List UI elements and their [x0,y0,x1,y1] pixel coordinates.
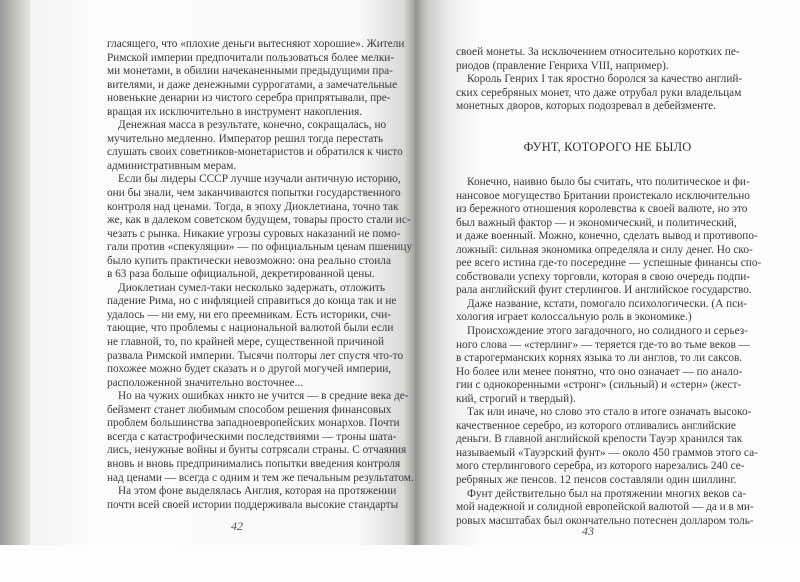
text-line: они бы знали, чем заканчиваются попытки государственного [107,187,401,200]
text-line: собствовали успеху торговли, которая в свою очередь подпи- [456,270,751,283]
text-line: Денежная масса в результате, конечно, сокращалась, но [118,119,387,132]
text-line: гласящего, что «плохие деньги вытесняют хорошие». Жители [107,38,405,50]
text-line: лись, ненужные войны и бунты сотрясали страны. С отчаяния [107,444,407,457]
text-line: новенькие денарии из чистого серебра припрятывали, пре- [107,92,391,105]
text-line: над ценами — всегда с одним и тем же печальным результатом. [107,471,414,484]
text-line: мой надежной и солидной европейской валютой — да и в ми- [456,501,754,514]
text-line: было купить практически невозможно: она реально стоила [107,254,391,267]
paragraph [456,297,748,325]
text-line: кий, строгий и твердый). [456,392,576,405]
text-line: ских серебряных монет, что даже отрубал руки владельцам [456,86,742,99]
text-line: Конечно, наивно было бы считать, что политическое и фи- [467,176,750,188]
text-line: гии с однокоренными «стронг» (сильный) и «стерн» (жест- [456,379,742,392]
text-line: ребряных же пенсов. 12 пенсов составляли один шиллинг. [456,474,737,487]
text-line: Фунт действительно был на протяжении многих веков са- [467,487,747,500]
paragraph [107,485,399,512]
text-line: рала английский фунт стерлингов. И английское государство. [456,284,752,297]
text-line: называемый «Тауэрский фунт» — около 450 граммов этого са- [456,446,758,459]
paragraph [107,119,403,173]
text-line: Если бы лидеры СССР лучше изучали античную историю, [118,173,401,186]
text-line: контроля над ценами. Тогда, в эпоху Диоклетиана, точно так [107,200,399,213]
right-page-text-top [456,46,743,114]
text-line: развала Римской империи. Тысячи полторы лет спустя что-то [107,349,404,362]
text-line: монетных дворов, которых подозревал в дебейзменте. [456,100,716,113]
scan-bottom-margin [0,545,800,582]
text-line: и даже военный. Можно, конечно, сделать вывод и противопо- [456,230,758,243]
text-line: Но более или менее понятно, что оно означает — по анало- [456,365,743,378]
text-line: вновь и вновь предпринимались попытки введения контроля [107,457,401,470]
page-number-left: 42 [231,519,243,533]
text-line: рее всего истина где-то посередине — успешные финансы спо- [456,257,762,270]
text-line: Но на чужих ошибках никто не учится — в средние века де- [118,390,409,403]
text-line: удалось — ни ему, ни его преемникам. Есть историки, счи- [107,308,392,321]
text-line: Даже название, кстати, помогало психологически. (А пси- [467,297,748,310]
text-line: нансовое могущество Британии проистекало исключительно [456,189,750,202]
text-line: бейзмент станет любимым способом решения финансовых [107,403,392,416]
text-line: расположенной значительно восточнее... [107,376,304,389]
paragraph [107,281,404,390]
right-page-text-main [456,176,762,528]
left-page [30,0,415,545]
text-line: всегда с катастрофическими последствиями — троны шата- [107,430,397,443]
text-line: ного слова — «стерлинг» — теряется где-то во тьме веков — [456,338,750,351]
paragraph [456,325,750,406]
text-line: деньги. В главной английской крепости Тауэр хранился так [456,433,743,446]
text-line: На этом фоне выделялась Англия, которая на протяжении [118,485,397,498]
text-line: административным мерам. [107,159,237,172]
text-line: Так или иначе, но слово это стало в итоге означать высоко- [467,406,752,419]
text-line: был важный фактор — и экономический, и политический, [456,216,737,229]
paragraph [456,46,740,73]
paragraph [107,390,414,485]
text-line: чезать с рынка. Никакие угрозы суровых наказаний не помо- [107,227,401,240]
text-line: похожее можно будет сказать и о другой могучей империи, [107,363,392,376]
page-number-right: 43 [582,524,594,538]
text-line: Король Генрих I так яростно боролся за качество англий- [467,73,743,86]
paragraph [107,38,405,119]
text-line: не главной, то, по крайней мере, существенной причиной [107,336,385,349]
text-line: мучительно медленно. Император решил тогда перестать [107,132,384,145]
text-line: вителями, и даже денежными суррогатами, а замечательные [107,78,398,91]
text-line: Диоклетиан сумел-таки несколько задержать, отложить [118,281,385,294]
chapter-heading: ФУНТ, КОТОРОГО НЕ БЫЛО [523,140,692,154]
text-line: ми монетами, в обилии начеканенными предыдущими пра- [107,65,393,78]
text-line: риодов (правление Генриха VIII, например). [456,59,669,72]
paragraph [456,487,754,529]
text-line: ровых масштабах был окончательно потеснен долларом толь- [456,514,754,527]
right-page [415,0,800,545]
text-line: падение Рима, но с инфляцией справиться до конца так и не [107,295,397,308]
text-line: почти всей своей истории поддерживала высокие стандарты [107,498,399,511]
text-line: тающие, что проблемы с национальной валютой были если [107,322,394,335]
text-line: в 63 раза больше официальной, декретированной цены. [107,268,375,281]
text-line: вращая их исключительно в инструмент накопления. [107,105,363,118]
text-line: ложный: сильная экономика определяла и силу денег. Но ско- [456,243,753,256]
left-page-text [107,38,414,512]
text-line: в старогерманских корнях языка то ли англов, то ли саксов. [456,352,743,365]
text-line: же, как в далеком советском будущем, товары просто стали ис- [107,214,411,227]
scanner-edge [0,0,30,545]
paragraph [456,176,762,298]
text-line: Происхождение этого загадочного, но солидного и серьез- [467,325,749,338]
text-line: Римской империи предпочитали пользоваться более мелки- [107,51,395,64]
paragraph [107,173,413,281]
text-line: из бережного отношения королевства к своей валюте, но это [456,203,748,216]
text-line: качественное серебро, из которого отливались английские [456,419,736,432]
text-line: гали против «спекуляции» — по официальным ценам пшеницу [107,241,413,254]
text-line: проблем большинства западноевропейских монархов. Почти [107,417,400,430]
text-line: своей монеты. За исключением относительно коротких пе- [456,46,740,58]
text-line: хология играет колоссальную роль в экономике.) [456,311,692,324]
paragraph [456,406,758,487]
paragraph [456,73,743,114]
text-line: мого стерлингового серебра, из которого нарезались 240 се- [456,460,745,473]
text-line: слушать своих советников-монетаристов и обратился к чисто [107,146,403,159]
